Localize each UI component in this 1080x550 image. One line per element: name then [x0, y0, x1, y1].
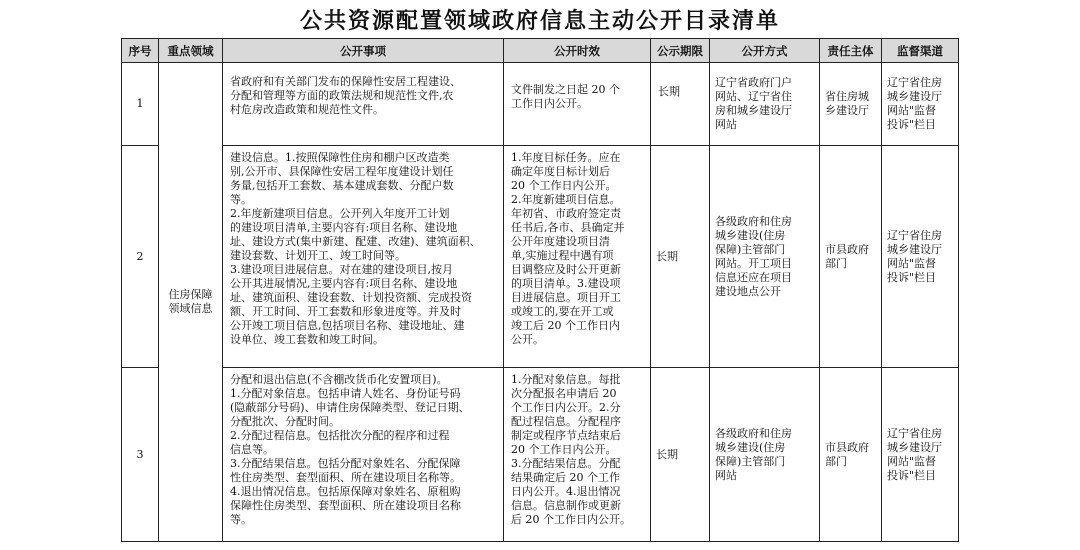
row-item-cell	[223, 63, 504, 146]
header-timeliness: 公开时效	[504, 39, 651, 63]
header-subject: 责任主体	[820, 39, 882, 63]
row-channel: 辽宁省住房 城乡建设厅 网站"监督 投诉"栏目	[887, 76, 942, 131]
table-header-row	[122, 39, 959, 63]
disclosure-table	[121, 38, 959, 542]
row-period-cell	[651, 63, 710, 146]
row-timeliness-cell	[504, 368, 651, 542]
table-row	[122, 63, 959, 146]
row-seq: 1	[122, 63, 159, 146]
row-timeliness: 1.年度目标任务。应在 确定年度目标计划后 20 个工作日内公开。 2.年度新建项目信息。 年初省、市政府签定责 任书后,各市、县确定并 公开年度建设项目清 单,实施过程中遇有项 目调整应及时公开更新 的项目清单。3.建设项 目进展信息。项目开工 或竣工的,要在开工或 竣工后 20 个工作日内 公开。	[511, 151, 625, 346]
row-channel-cell	[882, 146, 959, 368]
row-subject-cell	[820, 146, 882, 368]
header-period: 公示期限	[651, 39, 710, 63]
table-row	[122, 146, 959, 368]
row-method-cell	[710, 146, 820, 368]
area-cell	[159, 63, 223, 542]
row-subject: 市县政府 部门	[825, 440, 869, 468]
row-period-cell	[651, 368, 710, 542]
row-method: 各级政府和住房 城乡建设(住房 保障)主管部门 网站。开工项目 信息还应在项目 建设地点公开	[715, 214, 792, 298]
row-item-cell	[223, 146, 504, 368]
row-method: 各级政府和住房 城乡建设(住房 保障)主管部门 网站	[715, 426, 792, 482]
row-period: 长期	[658, 85, 680, 98]
row-subject: 市县政府 部门	[825, 242, 869, 270]
header-seq: 序号	[122, 39, 159, 63]
row-subject: 省住房城 乡建设厅	[825, 90, 869, 117]
area-label: 住房保障 领域信息	[168, 288, 213, 315]
row-period: 长期	[656, 249, 678, 263]
row-item: 建设信息。1.按照保障性住房和棚户区改造类 别,公开市、县保障性安居工程年度建设计划任 务量,包括开工套数、基本建成套数、分配户数 等。 2.年度新建项目信息。公开列入年度开工计划 的建设项目清单,主要内容有:项目名称、建设地 址、建设方式(集中新建、配建、改建)、建筑面积、 建设套数、计划开工、竣工时间等。 3.建设项目进展信息。对在建的建设项目,按月 公开其进展情况,主要内容有:项目名称、建设地 址、建筑面积、建设套数、计划投资额、完成投资 额、开工时间、开工套数和形象进度等。并及时 公开竣工项目信息,包括项目名称、建设地址、建 设单位、竣工套数和竣工时间。	[230, 151, 481, 346]
row-period: 长期	[656, 447, 678, 461]
header-method: 公开方式	[710, 39, 820, 63]
table-row	[122, 368, 959, 542]
row-method-cell	[710, 63, 820, 146]
row-subject-cell	[820, 368, 882, 542]
row-timeliness: 文件制发之日起 20 个 工作日内公开。	[511, 83, 620, 110]
row-seq: 2	[122, 146, 159, 368]
row-period-cell	[651, 146, 710, 368]
row-item-cell	[223, 368, 504, 542]
header-area: 重点领域	[159, 39, 223, 63]
row-channel: 辽宁省住房 城乡建设厅 网站"监督 投诉"栏目	[887, 228, 942, 284]
row-item: 分配和退出信息(不含棚改货币化安置项目)。 1.分配对象信息。包括申请人姓名、身份证号码 (隐蔽部分号码)、申请住房保障类型、登记日期、 分配批次、分配时间。 2.分配过程信息。包括批次分配的程序和过程 信息等。 3.分配结果信息。包括分配对象姓名、分配保障 性住房类型、套型面积、所在建设项目名称等。 4.退出情况信息。包括原保障对象姓名、原租购 保障性住房类型、套型面积、所在建设项目名称 等。	[230, 373, 470, 526]
row-method-cell	[710, 368, 820, 542]
page-title: 公共资源配置领域政府信息主动公开目录清单	[299, 8, 780, 34]
row-timeliness-cell	[504, 146, 651, 368]
header-item: 公开事项	[223, 39, 504, 63]
row-channel: 辽宁省住房 城乡建设厅 网站"监督 投诉"栏目	[887, 426, 942, 482]
header-channel: 监督渠道	[882, 39, 959, 63]
row-seq: 3	[122, 368, 159, 542]
row-channel-cell	[882, 63, 959, 146]
row-subject-cell	[820, 63, 882, 146]
row-method: 辽宁省政府门户 网站、辽宁省住 房和城乡建设厅 网站	[715, 76, 792, 131]
row-timeliness-cell	[504, 63, 651, 146]
row-channel-cell	[882, 368, 959, 542]
row-item: 省政府和有关部门发布的保障性安居工程建设、 分配和管理等方面的政策法规和规范性文件,农 村危房改造政策和规范性文件。	[230, 75, 461, 116]
row-timeliness: 1.分配对象信息。每批 次分配报名申请后 20 个工作日内公开。2.分 配过程信息。分配程序 制定或程序节点结束后 20 个工作日内公开。 3.分配结果信息。分配 结果确定后 20 个工作 日内公开。4.退出情况 信息。信息制作或更新 后 20 个工作日内公开。	[511, 373, 631, 526]
